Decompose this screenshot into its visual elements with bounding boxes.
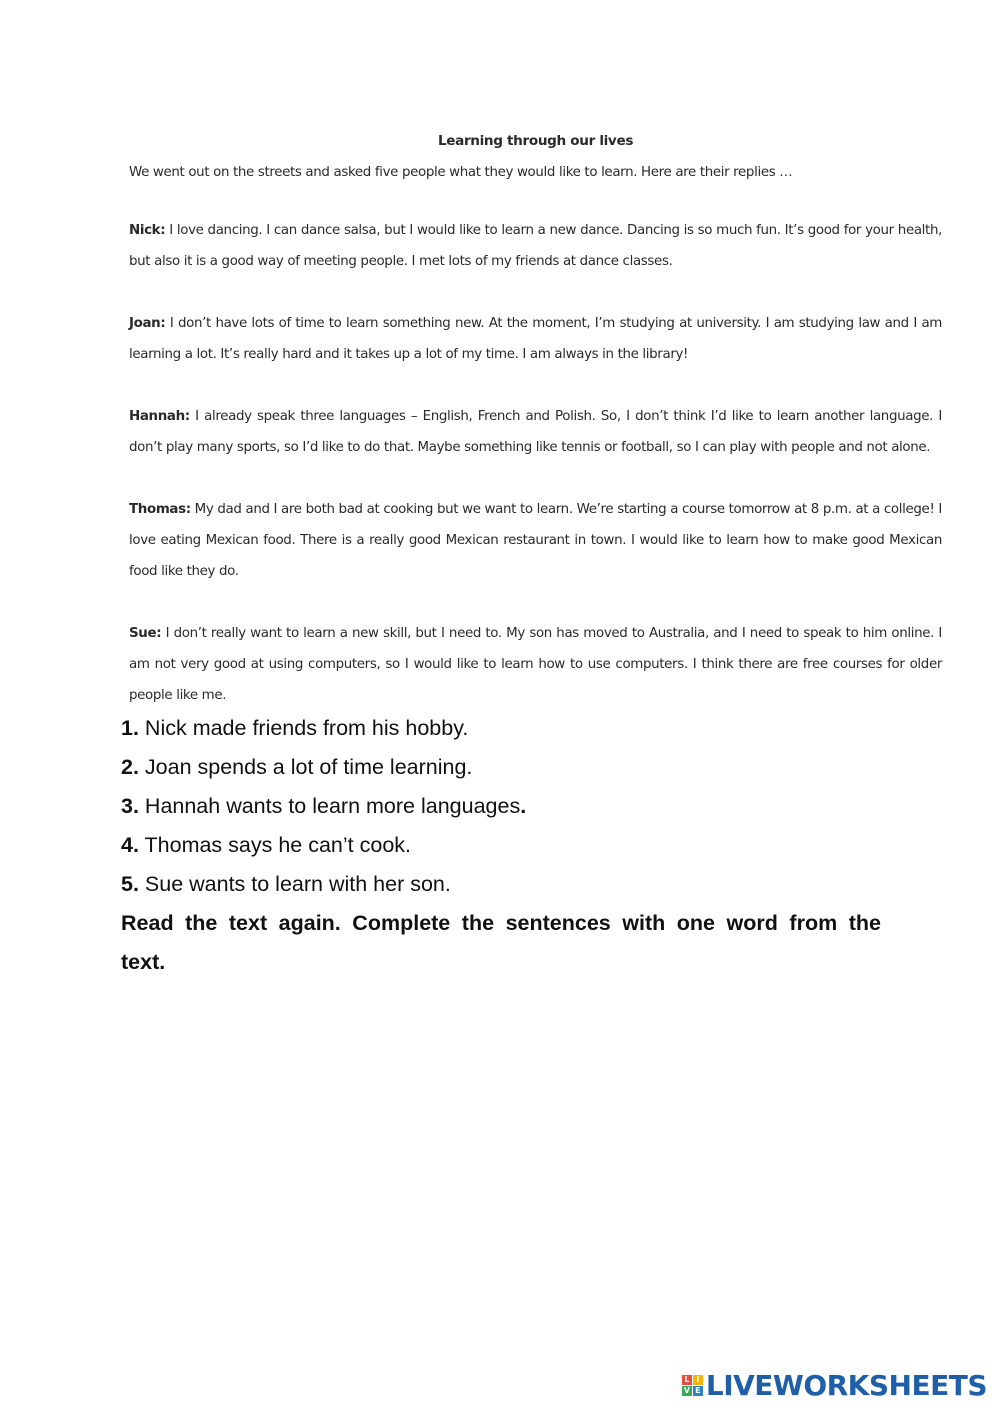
liveworksheets-wordmark: LIVEWORKSHEETS — [705, 1369, 987, 1402]
speaker-name: Joan: — [129, 316, 166, 331]
liveworksheets-brand[interactable] — [682, 1369, 987, 1402]
question-item-1 — [121, 709, 881, 748]
question-item-4 — [121, 826, 881, 865]
question-number: 3. — [121, 794, 139, 818]
question-text: Joan spends a lot of time learning. — [138, 755, 473, 779]
reply-sue — [129, 618, 942, 711]
speaker-name: Thomas: — [129, 502, 191, 517]
question-text: Nick made friends from his hobby. — [138, 716, 469, 740]
question-number: 2. — [121, 755, 139, 779]
question-number: 1. — [121, 716, 139, 740]
reading-title: Learning through our lives — [437, 133, 634, 149]
reply-text: I don’t really want to learn a new skill, but I need to. My son has moved to Australia, and I need to speak to him online. I am not very good at using computers, so I would like to learn how to use computers. I think there are free courses for older people like me. — [129, 626, 942, 703]
task-instruction: Read the text again. Complete the sentences with one word from the text. — [121, 911, 881, 974]
question-text: Thomas says he can’t cook. — [138, 833, 412, 857]
speaker-name: Sue: — [129, 626, 162, 641]
logo-cell: L — [682, 1375, 692, 1385]
question-item-3 — [121, 787, 881, 826]
reply-thomas — [129, 494, 942, 587]
speaker-name: Hannah: — [129, 409, 190, 424]
question-end-period: . — [520, 794, 527, 818]
reply-text: I don’t have lots of time to learn something new. At the moment, I’m studying at university. I am studying law and I am learning a lot. It’s really hard and it takes up a lot of my time. I am always in the library! — [129, 316, 942, 362]
question-item-2 — [121, 748, 881, 787]
question-text: Hannah wants to learn more languages — [138, 794, 521, 818]
question-number: 5. — [121, 872, 139, 896]
liveworksheets-logo-icon — [682, 1375, 703, 1396]
reply-text: I love dancing. I can dance salsa, but I would like to learn a new dance. Dancing is so much fun. It’s good for your health, but also it is a good way of meeting people. I met lots of my friends at dance classes. — [129, 223, 942, 269]
reading-text — [129, 130, 942, 742]
reply-text: I already speak three languages – English, French and Polish. So, I don’t think I’d like to learn another language. I don’t play many sports, so I’d like to do that. Maybe something like tennis or football, so I can play with people and not alone. — [129, 409, 942, 455]
speaker-name: Nick: — [129, 223, 166, 238]
question-item-5 — [121, 865, 881, 904]
question-list — [121, 709, 881, 982]
reply-nick — [129, 215, 942, 277]
question-text: Sue wants to learn with her son. — [138, 872, 451, 896]
logo-cell: E — [693, 1386, 703, 1396]
reply-text: My dad and I are both bad at cooking but we want to learn. We’re starting a course tomorrow at 8 p.m. at a college! I love eating Mexican food. There is a really good Mexican restaurant in town. I would like to learn how to make good Mexican food like they do. — [129, 502, 942, 579]
logo-cell: V — [683, 1386, 690, 1395]
logo-cell: I — [693, 1375, 703, 1385]
reading-intro: We went out on the streets and asked five people what they would like to learn. Here are their replies … — [129, 165, 793, 180]
question-number: 4. — [121, 833, 139, 857]
reply-hannah — [129, 401, 942, 463]
reply-joan — [129, 308, 942, 370]
